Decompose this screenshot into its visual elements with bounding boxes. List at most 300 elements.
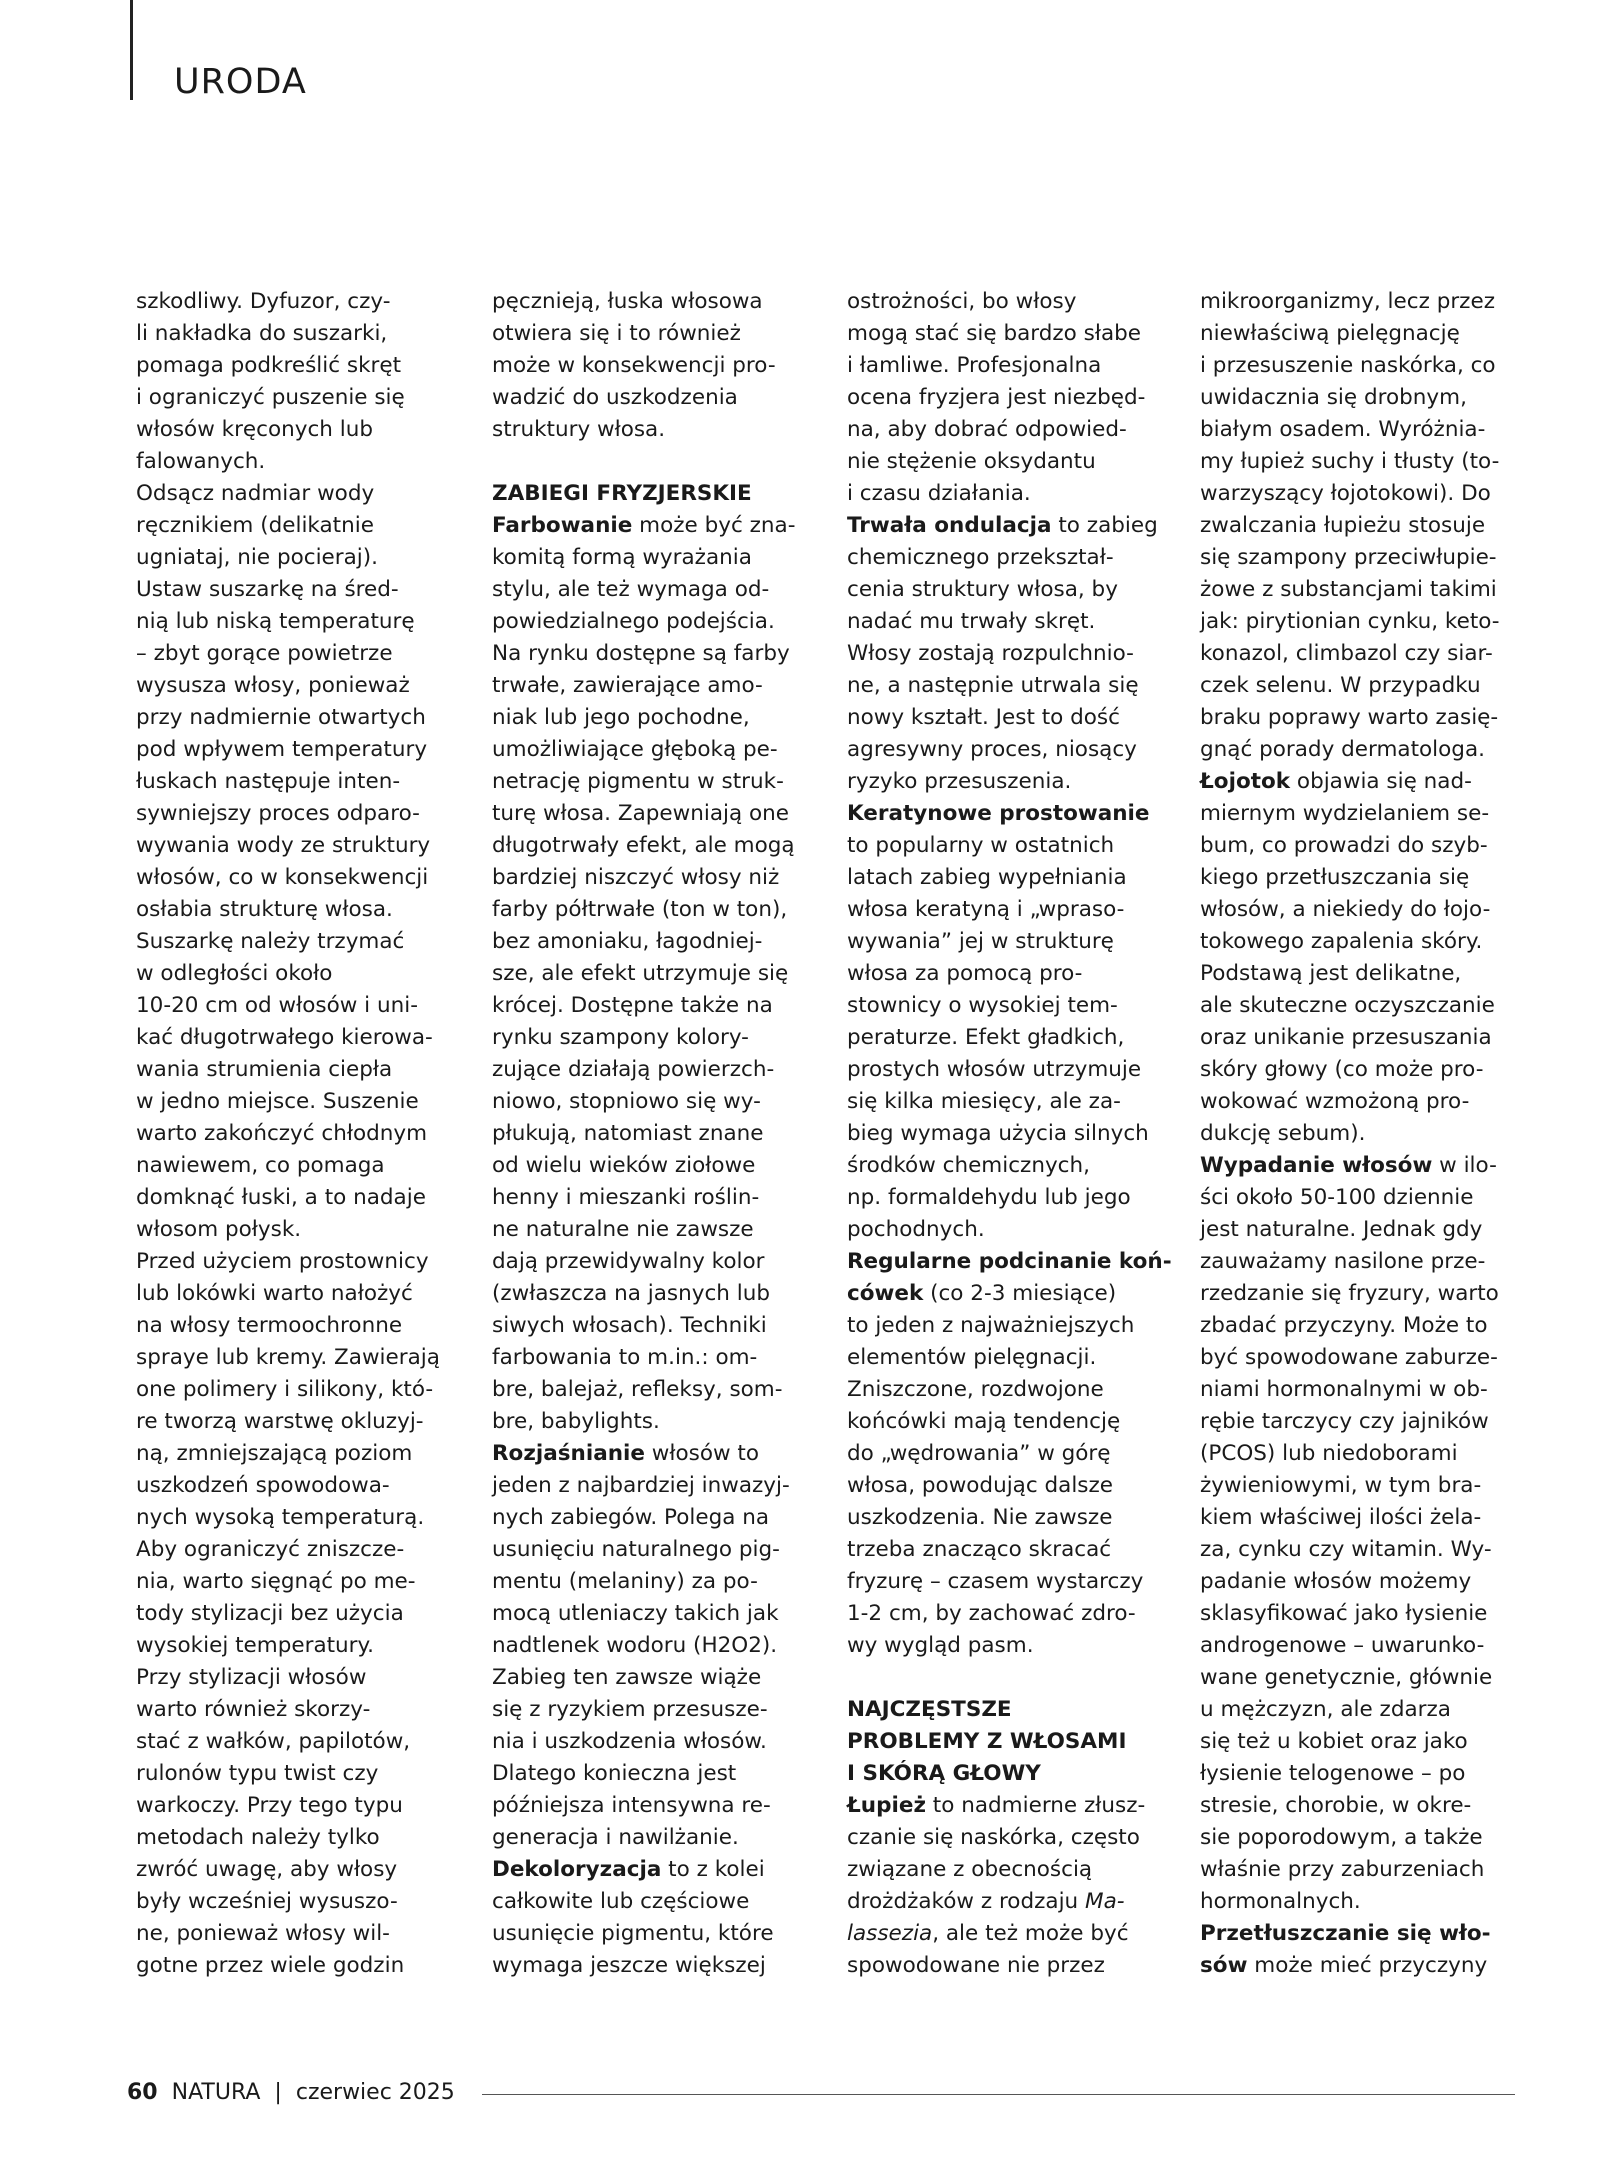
text-line <box>492 1342 810 1374</box>
text-line <box>1200 1758 1518 1790</box>
text-line <box>136 286 454 318</box>
text-line <box>847 606 1165 638</box>
text-line <box>492 926 810 958</box>
text-line <box>847 1854 1165 1886</box>
text-segment: konazol, climbazol czy siar- <box>1200 641 1493 666</box>
text-segment: usunięcie pigmentu, które <box>492 1921 774 1946</box>
text-segment: dukcję sebum). <box>1200 1121 1366 1146</box>
italic-term: lassezia <box>847 1921 933 1946</box>
text-segment: ryzyko przesuszenia. <box>847 769 1072 794</box>
text-segment: wane genetycznie, głównie <box>1200 1665 1493 1690</box>
text-line <box>1200 1214 1518 1246</box>
text-line <box>136 958 454 990</box>
text-line <box>1200 1790 1518 1822</box>
text-line <box>492 1918 810 1950</box>
text-segment: lub lokówki warto nałożyć <box>136 1281 413 1306</box>
text-line <box>1200 1470 1518 1502</box>
text-line <box>136 446 454 478</box>
text-segment: może być zna- <box>632 513 796 538</box>
text-segment: miernym wydzielaniem se- <box>1200 801 1490 826</box>
text-line <box>1200 286 1518 318</box>
text-line <box>492 1278 810 1310</box>
text-segment: Odsącz nadmiar wody <box>136 481 375 506</box>
text-segment: mocą utleniaczy takich jak <box>492 1601 779 1626</box>
text-segment: włosom połysk. <box>136 1217 302 1242</box>
text-segment: wania strumienia ciepła <box>136 1057 393 1082</box>
text-line <box>1200 1150 1518 1182</box>
text-segment: Włosy zostają rozpulchnio- <box>847 641 1134 666</box>
text-line <box>1200 350 1518 382</box>
text-segment: Dlatego konieczna jest <box>492 1761 737 1786</box>
text-segment: włosów kręconych lub <box>136 417 373 442</box>
text-segment: mogą stać się bardzo słabe <box>847 321 1142 346</box>
text-line <box>492 1726 810 1758</box>
text-line <box>1200 1022 1518 1054</box>
text-line <box>136 1534 454 1566</box>
text-line <box>492 1566 810 1598</box>
text-segment: domknąć łuski, a to nadaje <box>136 1185 426 1210</box>
text-line <box>492 1086 810 1118</box>
text-line <box>847 1246 1172 1278</box>
text-line <box>136 1406 454 1438</box>
text-segment: żowe z substancjami takimi <box>1200 577 1497 602</box>
text-line <box>492 414 810 446</box>
text-line <box>847 894 1165 926</box>
text-segment: peraturze. Efekt gładkich, <box>847 1025 1125 1050</box>
text-segment: cenia struktury włosa, by <box>847 577 1118 602</box>
text-line <box>847 1374 1165 1406</box>
text-segment: my łupież suchy i tłusty (to- <box>1200 449 1500 474</box>
text-line <box>492 1374 810 1406</box>
text-segment: pochodnych. <box>847 1217 985 1242</box>
text-segment: jeden z najbardziej inwazyj- <box>492 1473 790 1498</box>
text-segment: nie stężenie oksydantu <box>847 449 1096 474</box>
text-segment: stownicy o wysokiej tem- <box>847 993 1118 1018</box>
text-line <box>492 1022 810 1054</box>
text-segment: jest naturalne. Jednak gdy <box>1200 1217 1483 1242</box>
text-line <box>136 1502 454 1534</box>
text-segment: nowy kształt. Jest to dość <box>847 705 1120 730</box>
text-line <box>847 574 1165 606</box>
text-line <box>492 734 810 766</box>
bold-term: NAJCZĘSTSZE <box>847 1697 1012 1722</box>
text-segment: uwidacznia się drobnym, <box>1200 385 1467 410</box>
text-line <box>1200 478 1518 510</box>
text-line <box>492 1662 810 1694</box>
text-line <box>1200 1086 1518 1118</box>
issue-date: czerwiec 2025 <box>295 2080 455 2105</box>
text-line <box>136 1950 454 1982</box>
text-segment: włosów, co w konsekwencji <box>136 865 429 890</box>
text-segment: re tworzą warstwę okluzyj- <box>136 1409 424 1434</box>
text-line <box>492 1150 810 1182</box>
text-segment: to jeden z najważniejszych <box>847 1313 1135 1338</box>
text-line <box>1200 734 1518 766</box>
text-segment: – zbyt gorące powietrze <box>136 641 393 666</box>
text-line <box>847 766 1165 798</box>
text-line <box>136 1278 454 1310</box>
text-line <box>492 542 810 574</box>
text-line <box>847 1118 1165 1150</box>
text-line <box>492 286 810 318</box>
text-line <box>492 1534 810 1566</box>
text-segment: sze, ale efekt utrzymuje się <box>492 961 789 986</box>
text-line <box>1200 542 1518 574</box>
text-line <box>847 1214 1165 1246</box>
text-segment: Aby ograniczyć zniszcze- <box>136 1537 405 1562</box>
text-line <box>1200 318 1518 350</box>
text-line <box>492 350 810 382</box>
text-line <box>847 318 1165 350</box>
text-segment: padanie włosów możemy <box>1200 1569 1472 1594</box>
text-segment: (zwłaszcza na jasnych lub <box>492 1281 771 1306</box>
text-line <box>1200 1534 1518 1566</box>
text-segment: i czasu działania. <box>847 481 1031 506</box>
text-segment: otwiera się i to również <box>492 321 741 346</box>
text-segment: bre, balejaż, refleksy, som- <box>492 1377 783 1402</box>
text-line <box>847 1310 1165 1342</box>
text-line <box>492 830 810 862</box>
text-line <box>1200 1438 1518 1470</box>
text-segment: być spowodowane zaburze- <box>1200 1345 1498 1370</box>
text-segment: włosa, powodując dalsze <box>847 1473 1114 1498</box>
text-line <box>136 1214 454 1246</box>
text-segment: nawiewem, co pomaga <box>136 1153 385 1178</box>
text-line <box>492 638 810 670</box>
text-line <box>492 1054 810 1086</box>
text-segment: włosa keratyną i „wpraso- <box>847 897 1125 922</box>
text-line <box>847 638 1165 670</box>
text-line <box>1200 1822 1518 1854</box>
text-segment: androgenowe – uwarunko- <box>1200 1633 1485 1658</box>
text-segment: na włosy termoochronne <box>136 1313 403 1338</box>
text-segment: tokowego zapalenia skóry. <box>1200 929 1483 954</box>
text-segment: wysusza włosy, ponieważ <box>136 673 410 698</box>
text-line <box>492 1886 810 1918</box>
text-segment: spraye lub kremy. Zawierają <box>136 1345 440 1370</box>
bold-term: Wypadanie włosów <box>1200 1153 1433 1178</box>
text-line <box>847 478 1165 510</box>
text-line <box>847 1086 1165 1118</box>
text-line <box>492 1822 810 1854</box>
text-segment: falowanych. <box>136 449 266 474</box>
text-segment: nią lub niską temperaturę <box>136 609 415 634</box>
text-line <box>492 1406 810 1438</box>
text-line <box>136 1694 454 1726</box>
text-line <box>1200 1694 1518 1726</box>
text-line <box>1200 958 1518 990</box>
text-line <box>136 1310 454 1342</box>
text-line <box>136 670 454 702</box>
text-line <box>847 1470 1165 1502</box>
text-segment: warkoczy. Przy tego typu <box>136 1793 403 1818</box>
text-segment: wy wygląd pasm. <box>847 1633 1034 1658</box>
text-segment: ale skuteczne oczyszczanie <box>1200 993 1495 1018</box>
text-line <box>1200 1662 1518 1694</box>
text-line <box>1200 1726 1518 1758</box>
bold-term: ZABIEGI FRYZJERSKIE <box>492 481 752 506</box>
text-segment: uszkodzenia. Nie zawsze <box>847 1505 1113 1530</box>
text-segment: były wcześniej wysuszo- <box>136 1889 398 1914</box>
text-line <box>847 1598 1165 1630</box>
text-segment: związane z obecnością <box>847 1857 1093 1882</box>
text-segment: i łamliwe. Profesjonalna <box>847 353 1102 378</box>
text-segment: Na rynku dostępne są farby <box>492 641 790 666</box>
text-line <box>492 670 810 702</box>
text-segment: bre, babylights. <box>492 1409 660 1434</box>
text-segment: na, aby dobrać odpowied- <box>847 417 1127 442</box>
text-line <box>136 382 454 414</box>
text-line <box>136 990 454 1022</box>
text-line <box>136 574 454 606</box>
text-segment: rębie tarczycy czy jajników <box>1200 1409 1489 1434</box>
text-segment: braku poprawy warto zasię- <box>1200 705 1499 730</box>
text-segment: włosów, a niekiedy do łojo- <box>1200 897 1491 922</box>
text-line <box>136 766 454 798</box>
italic-term: Ma- <box>1085 1889 1125 1914</box>
text-line <box>847 990 1165 1022</box>
text-line <box>1200 766 1518 798</box>
text-line <box>1200 1182 1518 1214</box>
text-line <box>492 990 810 1022</box>
text-line <box>136 862 454 894</box>
text-line <box>847 670 1165 702</box>
text-segment: Ustaw suszarkę na śred- <box>136 577 399 602</box>
text-line <box>136 542 454 574</box>
text-segment: stylu, ale też wymaga od- <box>492 577 770 602</box>
text-segment: w odległości około <box>136 961 333 986</box>
text-line <box>136 1470 454 1502</box>
text-segment: późniejsza intensywna re- <box>492 1793 771 1818</box>
text-line <box>492 1502 810 1534</box>
text-line <box>136 606 454 638</box>
text-line <box>136 1822 454 1854</box>
text-line <box>136 926 454 958</box>
text-line <box>492 1438 810 1470</box>
text-line <box>136 1758 454 1790</box>
text-segment: czek selenu. W przypadku <box>1200 673 1481 698</box>
text-line <box>847 926 1165 958</box>
text-line <box>847 382 1165 414</box>
text-line <box>492 1246 810 1278</box>
text-segment: Zniszczone, rozdwojone <box>847 1377 1104 1402</box>
text-line <box>847 510 1165 542</box>
text-segment: może mieć przyczyny <box>1247 1953 1488 1978</box>
bold-term: I SKÓRĄ GŁOWY <box>847 1761 1041 1786</box>
text-line <box>847 1726 1165 1758</box>
text-line <box>492 894 810 926</box>
text-segment: w ilo- <box>1432 1153 1497 1178</box>
text-line <box>492 510 810 542</box>
text-segment: zwróć uwagę, aby włosy <box>136 1857 398 1882</box>
text-segment: się z ryzykiem przesusze- <box>492 1697 768 1722</box>
text-line <box>847 1950 1165 1982</box>
footer-rule <box>482 2094 1515 2095</box>
text-line <box>1200 1918 1518 1950</box>
text-segment: przy nadmiernie otwartych <box>136 705 426 730</box>
text-segment: np. formaldehydu lub jego <box>847 1185 1131 1210</box>
text-line <box>136 1438 454 1470</box>
text-segment: to popularny w ostatnich <box>847 833 1115 858</box>
text-segment: uszkodzeń spowodowa- <box>136 1473 390 1498</box>
text-segment: tody stylizacji bez użycia <box>136 1601 404 1626</box>
text-segment: ręcznikiem (delikatnie <box>136 513 374 538</box>
text-line <box>492 958 810 990</box>
text-segment: bum, co prowadzi do szyb- <box>1200 833 1488 858</box>
text-segment: rzedzanie się fryzury, warto <box>1200 1281 1499 1306</box>
text-line <box>1200 702 1518 734</box>
text-line <box>1200 894 1518 926</box>
text-line <box>136 1246 454 1278</box>
text-line <box>847 1502 1165 1534</box>
text-line <box>136 1662 454 1694</box>
text-segment: to nadmierne złusz- <box>925 1793 1146 1818</box>
text-segment: turę włosa. Zapewniają one <box>492 801 789 826</box>
text-segment: sklasyfikować jako łysienie <box>1200 1601 1488 1626</box>
text-segment: generacja i nawilżanie. <box>492 1825 739 1850</box>
text-segment: wymaga jeszcze większej <box>492 1953 766 1978</box>
text-segment: nadtlenek wodoru (H2O2). <box>492 1633 778 1658</box>
text-segment: Przed użyciem prostownicy <box>136 1249 429 1274</box>
text-line <box>492 1214 810 1246</box>
text-line <box>136 734 454 766</box>
text-segment: warzyszący łojotokowi). Do <box>1200 481 1491 506</box>
text-line <box>492 446 810 478</box>
text-segment: warto również skorzy- <box>136 1697 371 1722</box>
text-segment: , ale też może być <box>932 1921 1129 1946</box>
text-line <box>492 382 810 414</box>
text-segment: dają przewidywalny kolor <box>492 1249 765 1274</box>
text-line <box>1200 382 1518 414</box>
text-segment: siwych włosach). Techniki <box>492 1313 767 1338</box>
text-line <box>136 510 454 542</box>
text-line <box>1200 1854 1518 1886</box>
text-line <box>136 1918 454 1950</box>
text-segment: ugniataj, nie pocieraj). <box>136 545 378 570</box>
text-segment: niowo, stopniowo się wy- <box>492 1089 761 1114</box>
text-segment: metodach należy tylko <box>136 1825 380 1850</box>
text-line <box>847 1534 1165 1566</box>
text-segment: bieg wymaga użycia silnych <box>847 1121 1149 1146</box>
text-line <box>847 862 1165 894</box>
text-segment: hormonalnych. <box>1200 1889 1361 1914</box>
text-segment: ne, a następnie utrwala się <box>847 673 1139 698</box>
text-segment: netrację pigmentu w struk- <box>492 769 784 794</box>
text-segment: bez amoniaku, łagodniej- <box>492 929 763 954</box>
bold-term: Trwała ondulacja <box>847 513 1052 538</box>
text-segment: łuskach następuje inten- <box>136 769 401 794</box>
text-segment: chemicznego przekształ- <box>847 545 1114 570</box>
bold-term: PROBLEMY Z WŁOSAMI <box>847 1729 1127 1754</box>
text-line <box>1200 1374 1518 1406</box>
text-segment: rynku szampony kolory- <box>492 1025 749 1050</box>
text-line <box>136 894 454 926</box>
bold-term: sów <box>1200 1953 1248 1978</box>
bold-term: Rozjaśnianie <box>492 1441 645 1466</box>
magazine-name: NATURA <box>171 2080 261 2105</box>
text-line <box>492 1854 810 1886</box>
text-line <box>492 1310 810 1342</box>
text-segment: nych zabiegów. Polega na <box>492 1505 770 1530</box>
text-segment: długotrwały efekt, ale mogą <box>492 833 795 858</box>
text-segment: zauważamy nasilone prze- <box>1200 1249 1486 1274</box>
text-line <box>1200 1566 1518 1598</box>
text-segment: wysokiej temperatury. <box>136 1633 375 1658</box>
text-segment: agresywny proces, niosący <box>847 737 1137 762</box>
text-segment: gnąć porady dermatologa. <box>1200 737 1485 762</box>
text-segment: mentu (melaniny) za po- <box>492 1569 758 1594</box>
text-segment: zujące działają powierzch- <box>492 1057 775 1082</box>
text-line <box>1200 446 1518 478</box>
text-segment: płukują, natomiast znane <box>492 1121 764 1146</box>
text-segment: Zabieg ten zawsze wiąże <box>492 1665 762 1690</box>
text-segment: się szampony przeciwłupie- <box>1200 545 1497 570</box>
text-line <box>1200 1278 1518 1310</box>
text-segment: u mężczyzn, ale zdarza <box>1200 1697 1451 1722</box>
text-line <box>1200 1118 1518 1150</box>
text-line <box>1200 1886 1518 1918</box>
text-segment: czanie się naskórka, często <box>847 1825 1140 1850</box>
text-segment: końcówki mają tendencję <box>847 1409 1121 1434</box>
text-segment: latach zabieg wypełniania <box>847 865 1127 890</box>
text-line <box>1200 1054 1518 1086</box>
text-line <box>492 1118 810 1150</box>
article-column-1 <box>136 286 454 1982</box>
article-column-4 <box>1200 286 1518 1982</box>
bold-term: Farbowanie <box>492 513 633 538</box>
text-segment: szkodliwy. Dyfuzor, czy- <box>136 289 391 314</box>
text-line <box>136 1022 454 1054</box>
text-line <box>136 1630 454 1662</box>
text-line <box>136 478 454 510</box>
text-segment: objawia się nad- <box>1290 769 1472 794</box>
text-segment: całkowite lub częściowe <box>492 1889 750 1914</box>
text-line <box>847 1342 1165 1374</box>
text-segment: (PCOS) lub niedoborami <box>1200 1441 1458 1466</box>
text-line <box>136 318 454 350</box>
text-segment: to z kolei <box>661 1857 765 1882</box>
text-segment: włosów to <box>644 1441 760 1466</box>
text-line <box>1200 1310 1518 1342</box>
text-line <box>1200 926 1518 958</box>
text-segment: może w konsekwencji pro- <box>492 353 776 378</box>
text-line <box>847 286 1165 318</box>
text-line <box>136 1886 454 1918</box>
text-line <box>847 734 1165 766</box>
bold-term: Przetłuszczanie się wło- <box>1200 1921 1491 1946</box>
bold-term: Regularne podcinanie koń- <box>847 1249 1172 1274</box>
text-segment: osłabia strukturę włosa. <box>136 897 393 922</box>
text-line <box>1200 1950 1518 1982</box>
text-segment: ocena fryzjera jest niezbęd- <box>847 385 1146 410</box>
text-segment: się kilka miesięcy, ale za- <box>847 1089 1121 1114</box>
text-line <box>847 1438 1165 1470</box>
text-line <box>1200 830 1518 862</box>
text-segment: pęcznieją, łuska włosowa <box>492 289 763 314</box>
text-segment: łysienie telogenowe – po <box>1200 1761 1466 1786</box>
text-segment: (co 2-3 miesiące) <box>923 1281 1117 1306</box>
text-line <box>136 350 454 382</box>
text-line <box>492 1758 810 1790</box>
text-line <box>847 1182 1165 1214</box>
text-line <box>1200 1630 1518 1662</box>
text-segment: niami hormonalnymi w ob- <box>1200 1377 1488 1402</box>
text-line <box>492 318 810 350</box>
text-segment: kiego przetłuszczania się <box>1200 865 1470 890</box>
bold-term: Dekoloryzacja <box>492 1857 662 1882</box>
text-segment: spowodowane nie przez <box>847 1953 1105 1978</box>
text-segment: trzeba znacząco skracać <box>847 1537 1112 1562</box>
